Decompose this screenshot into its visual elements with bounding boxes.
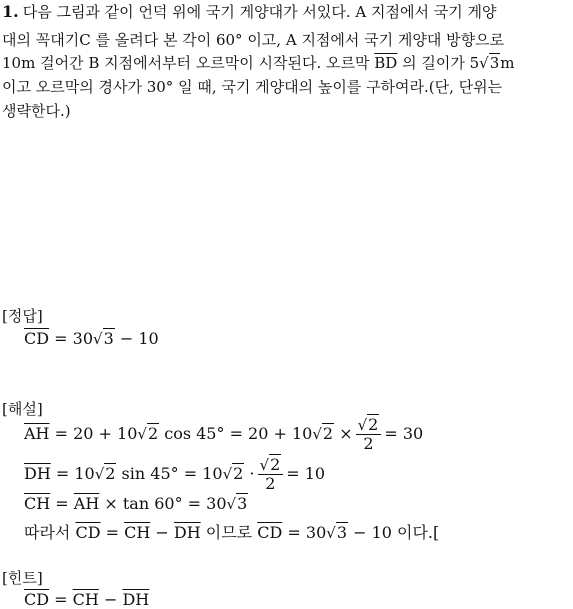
fraction: $\frac{√2}{2}$	[356, 416, 382, 453]
segment-cd: $\overline{CD}$	[75, 523, 101, 542]
problem-line-5: 생략한다.)	[2, 102, 71, 120]
segment-ch: $\overline{CH}$	[72, 590, 99, 609]
problem-line-2: 대의 꼭대기C 를 올려다 본 각이 60° 이고, A 지점에서 국기 게양대 방향으로	[2, 31, 505, 49]
sqrt-symbol: √3	[93, 329, 114, 348]
sqrt-symbol: √3	[479, 54, 500, 72]
sqrt-symbol: √2	[312, 424, 334, 443]
problem-number: 1.	[2, 2, 19, 21]
sqrt-symbol: √3	[226, 494, 248, 513]
fraction: $\frac{√2}{2}$	[258, 456, 284, 493]
segment-ch: $\overline{CH}$	[124, 523, 151, 542]
answer-equation: $\overline{CD} = 30√3 - 10$	[24, 329, 159, 348]
segment-dh: $\overline{DH}$	[24, 464, 51, 483]
problem-line-3: 10m 걸어간 B 지점에서부터 오르막이 시작된다. 오르막 $\overline{BD}$ 의 길이가 5√3m	[2, 51, 515, 75]
segment-cd: $\overline{CD}$	[24, 329, 50, 348]
segment-cd: $\overline{CD}$	[24, 590, 50, 609]
sqrt-symbol: √2	[222, 464, 244, 483]
explanation-line-2: $\overline{DH} = 10√2$ sin 45° = 10√2 · $\frac{√2}{2}$ = 10	[24, 455, 326, 493]
explanation-line-4: 따라서 $\overline{CD} = \overline{CH} - \overline{DH}$ 이므로 $\overline{CD} = 30√3 - 10$ 이다.[	[24, 523, 440, 542]
segment-dh: $\overline{DH}$	[173, 523, 201, 542]
sqrt-symbol: √2	[94, 464, 116, 483]
explanation-line-3: $\overline{CH} = \overline{AH} \times \tan 60^\circ = 30√3$	[24, 494, 248, 513]
segment-cd: $\overline{CD}$	[257, 523, 283, 542]
problem-line-1: 1. 다음 그림과 같이 언덕 위에 국기 게양대가 서있다. A 지점에서 국기 게양	[2, 2, 497, 21]
segment-ch: $\overline{CH}$	[24, 494, 51, 513]
segment-ah: $\overline{AH}$	[24, 424, 50, 443]
explanation-label: [해설]	[2, 400, 43, 418]
segment-ah: $\overline{AH}$	[73, 494, 100, 513]
segment-bd: $\overline{BD}$	[374, 54, 398, 72]
explanation-line-1: $\overline{AH} = 20 + 10√2$ cos 45° = 20 + 10√2 × $\frac{√2}{2}$ = 30	[24, 415, 424, 453]
problem-line-4: 이고 오르막의 경사가 30° 일 때, 국기 게양대의 높이를 구하여라.(단, 단위는	[2, 78, 503, 96]
hint-label: [힌트]	[2, 569, 43, 587]
hint-equation: $\overline{CD} = \overline{CH} - \overline{DH}$	[24, 590, 150, 609]
sqrt-symbol: √2	[137, 424, 159, 443]
sqrt-symbol: √3	[326, 523, 347, 542]
segment-dh: $\overline{DH}$	[122, 590, 150, 609]
answer-label: [정답]	[2, 307, 43, 325]
